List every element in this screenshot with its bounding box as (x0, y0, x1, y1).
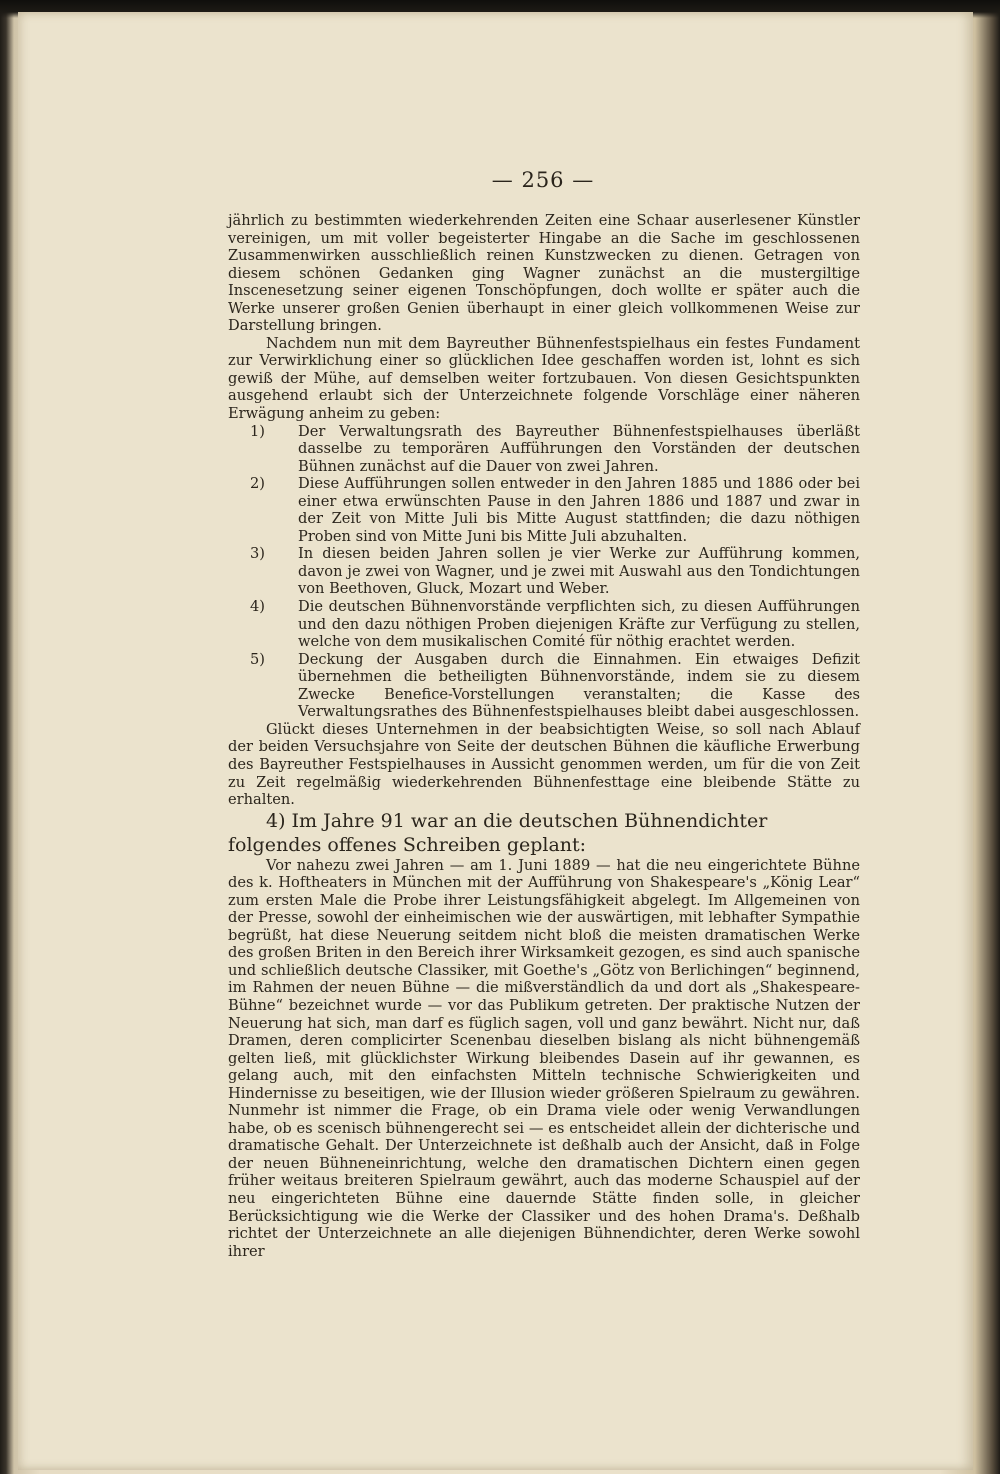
list-item (228, 651, 860, 721)
list-item (228, 598, 860, 651)
paragraph: jährlich zu bestimmten wiederkehrenden Zeiten eine Schaar auserlesener Künstler vereinigen, um mit voller begeisterter Hingabe an die Sache im geschlossenen Zusammenwirken ausschließlich reinen Kunstzwecken zu dienen. Getragen von diesem schönen Gedanken ging Wagner zunächst an die mustergiltige Inscenesetzung seiner eigenen Tonschöpfungen, doch wollte er später auch die Werke unserer großen Genien überhaupt in einer gleich vollkommenen Weise zur Darstellung bringen. (228, 212, 860, 335)
list-item (228, 475, 860, 545)
list-item-text: Der Verwaltungsrath des Bayreuther Bühnenfestspielhauses überläßt dasselbe zu temporären Aufführungen den Vorständen der deutschen Bühnen zunächst auf die Dauer von zwei Jahren. (298, 422, 860, 475)
list-item (228, 545, 860, 598)
list-item-number: 1) (250, 422, 265, 440)
paragraph: Nachdem nun mit dem Bayreuther Bühnenfestspielhaus ein festes Fundament zur Verwirklichung einer so glücklichen Idee geschaffen worden ist, lohnt es sich gewiß der Mühe, auf demselben weiter fortzubauen. Von diesen Gesichtspunkten ausgehend erlaubt sich der Unterzeichnete folgende Vorschläge einer näheren Erwägung anheim zu geben: (228, 334, 860, 423)
letter-paragraph: Vor nahezu zwei Jahren — am 1. Juni 1889 — hat die neu eingerichtete Bühne des k. Hoftheaters in München mit der Aufführung von Shakespeare's „König Lear“ zum ersten Male die Probe ihrer Leistungsfähigkeit abgelegt. Im Allgemeinen von der Presse, sowohl der einheimischen wie der auswärtigen, mit lebhafter Sympathie begrüßt, hat diese Neuerung seitdem nicht bloß die meisten dramatischen Werke des großen Briten in den Bereich ihrer Wirksamkeit gezogen, es sind auch spanische und schließlich deutsche Classiker, mit Goethe's „Götz von Berlichingen“ beginnend, im Rahmen der neuen Bühne — die mißverständlich da und dort als „Shakespeare-Bühne“ bezeichnet wurde — vor das Publikum getreten. Der praktische Nutzen der Neuerung hat sich, man darf es füglich sagen, voll und ganz bewährt. Nicht nur, daß Dramen, deren complicirter Scenenbau dieselben bislang als nicht bühnengemäß gelten ließ, mit glücklichster Wirkung bleibendes Dasein auf ihr gewannen, es gelang auch, mit den einfachsten Mitteln technische Schwierigkeiten und Hindernisse zu beseitigen, wie der Illusion wieder größeren Spielraum zu gewähren. Nunmehr ist nimmer die Frage, ob ein Drama viele oder wenig Verwandlungen habe, ob es scenisch bühnengerecht sei — es entscheidet allein der dichterische und dramatische Gehalt. Der Unterzeichnete ist deßhalb auch der Ansicht, daß in Folge der neuen Bühneneinrichtung, welche den dramatischen Dichtern einen gegen früher weitaus breiteren Spielraum gewährt, auch das moderne Schauspiel auf der neu eingerichteten Bühne eine dauernde Stätte finden solle, in gleicher Berücksichtigung wie die Werke der Classiker und des hohen Drama's. Deßhalb richtet der Unterzeichnete an alle diejenigen Bühnendichter, deren Werke sowohl ihrer (228, 856, 860, 1260)
page-number: — 256 — (491, 168, 595, 192)
list-item-number: 5) (250, 650, 265, 668)
list-item-number: 2) (250, 475, 265, 493)
list-item (228, 423, 860, 476)
list-item-text: In diesen beiden Jahren sollen je vier Werke zur Aufführung kommen, davon je zwei von Wagner, und je zwei mit Auswahl aus den Tondichtungen von Beethoven, Gluck, Mozart und Weber. (298, 545, 860, 598)
list-item-text: Die deutschen Bühnenvorstände verpflichten sich, zu diesen Aufführungen und den dazu nöthigen Proben diejenigen Kräfte zur Verfügung zu stellen, welche von dem musikalischen Comité für nöthig erachtet werden. (298, 598, 860, 651)
list-item-number: 3) (250, 545, 265, 563)
list-item-text: Diese Aufführungen sollen entweder in den Jahren 1885 und 1886 oder bei einer etwa erwünschten Pause in den Jahren 1886 und 1887 und zwar in der Zeit von Mitte Juli bis Mitte August stattfinden; die dazu nöthigen Proben sind von Mitte Juni bis Mitte Juli abzuhalten. (298, 475, 860, 545)
page-body-text (228, 212, 860, 1260)
list-item-text: Deckung der Ausgaben durch die Einnahmen. Ein etwaiges Defizit übernehmen die betheiligten Bühnenvorstände, indem sie zu diesem Zwecke Benefice-Vorstellungen veranstalten; die Kasse des Verwaltungsrathes des Bühnenfestspielhauses bleibt dabei ausgeschlossen. (298, 650, 860, 721)
list-item-number: 4) (250, 598, 265, 616)
closing-paragraph: Glückt dieses Unternehmen in der beabsichtigten Weise, so soll nach Ablauf der beiden Versuchsjahre von Seite der deutschen Bühnen die käufliche Erwerbung des Bayreuther Festspielhauses in Aussicht genommen werden, um für die von Zeit zu Zeit regelmäßig wiederkehrenden Bühnenfesttage eine bleibende Stätte zu erhalten. (228, 720, 860, 809)
section-heading: 4) Im Jahre 91 war an die deutschen Bühnendichter folgendes offenes Schreiben geplant: (228, 809, 768, 856)
